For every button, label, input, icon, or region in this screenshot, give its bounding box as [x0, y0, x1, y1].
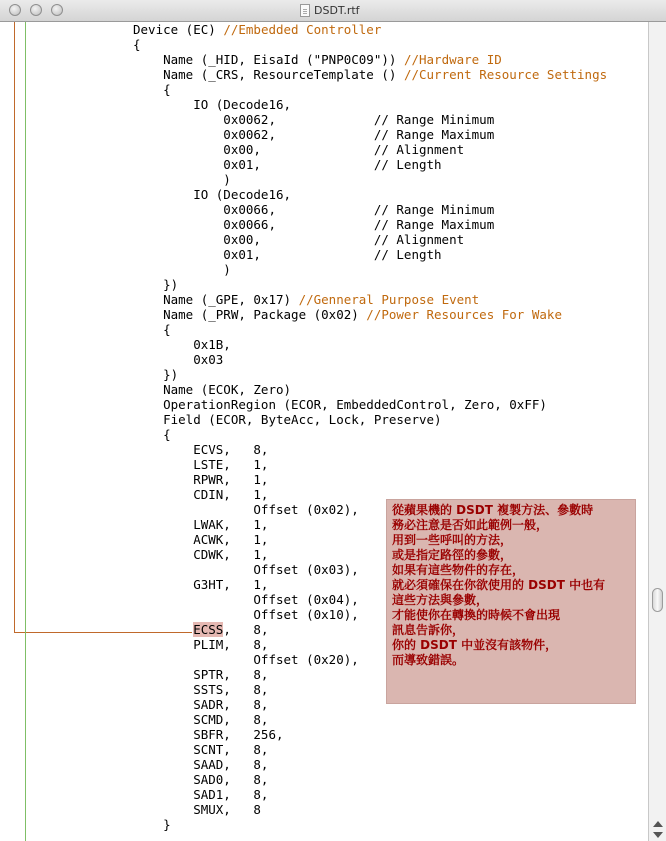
code-line: 0x01, // Length: [133, 157, 442, 172]
code-line: SMUX, 8: [133, 802, 261, 817]
code-text[interactable]: [133, 22, 607, 832]
code-line: 0x01, // Length: [133, 247, 442, 262]
note-line: 從蘋果機的 DSDT 複製方法、參數時: [392, 503, 594, 517]
code-line: Offset (0x03),: [133, 562, 359, 577]
code-line: SADR, 8,: [133, 697, 269, 712]
code-line: Offset (0x20),: [133, 652, 359, 667]
code-line: }): [133, 277, 179, 292]
code-line: Name (ECOK, Zero): [133, 382, 292, 397]
code-line: {: [133, 322, 171, 337]
code-line: SAD1, 8,: [133, 787, 269, 802]
code-line: RPWR, 1,: [133, 472, 269, 487]
code-line: {: [133, 37, 141, 52]
code-line: PLIM, 8,: [133, 637, 269, 652]
scroll-down-arrow-icon[interactable]: [653, 832, 663, 838]
code-line: Name (_CRS, ResourceTemplate () //Current Resource Settings: [133, 67, 608, 82]
code-line: SAD0, 8,: [133, 772, 269, 787]
code-line: }: [133, 817, 171, 832]
window-title: [300, 3, 360, 18]
code-line: 0x03: [133, 352, 224, 367]
code-comment: //Genneral Purpose Event: [298, 292, 480, 307]
code-comment: //Power Resources For Wake: [366, 307, 562, 322]
code-line: 0x00, // Alignment: [133, 232, 465, 247]
code-line: IO (Decode16,: [133, 187, 292, 202]
highlighted-ecss: ECSS: [193, 622, 224, 637]
code-line: Name (_HID, EisaId ("PNP0C09")) //Hardware ID: [133, 52, 502, 67]
rtf-document-icon[interactable]: [300, 4, 310, 17]
code-line: SCMD, 8,: [133, 712, 269, 727]
note-line: 務必注意是否如此範例一般，: [392, 518, 549, 532]
code-line: SCNT, 8,: [133, 742, 269, 757]
code-line: ): [133, 262, 231, 277]
window-title-text: DSDT.rtf: [314, 4, 360, 17]
code-line: 0x0066, // Range Minimum: [133, 202, 495, 217]
code-line: Name (_PRW, Package (0x02) //Power Resources For Wake: [133, 307, 562, 322]
note-line: 你的 DSDT 中並沒有該物件，: [392, 638, 558, 652]
note-line: 就必須確保在你欲使用的 DSDT 中也有: [392, 578, 606, 592]
code-comment: //Hardware ID: [403, 52, 502, 67]
code-line: 0x1B,: [133, 337, 231, 352]
code-comment: //Embedded Controller: [223, 22, 382, 37]
code-line: SBFR, 256,: [133, 727, 284, 742]
minimize-window-button[interactable]: [30, 4, 42, 16]
code-line: 0x0062, // Range Minimum: [133, 112, 495, 127]
code-line: {: [133, 82, 171, 97]
note-line: 或是指定路徑的參數，: [392, 548, 513, 562]
code-line: ): [133, 172, 231, 187]
note-line: 而導致錯誤。: [392, 653, 465, 667]
code-line: IO (Decode16,: [133, 97, 292, 112]
annotation-note: [386, 499, 636, 704]
code-line: ECVS, 8,: [133, 442, 269, 457]
vertical-scrollbar[interactable]: [648, 22, 666, 841]
scroll-up-arrow-icon[interactable]: [653, 821, 663, 827]
code-line: LSTE, 1,: [133, 457, 269, 472]
code-line: CDIN, 1,: [133, 487, 269, 502]
code-line: }): [133, 367, 179, 382]
code-line: 0x00, // Alignment: [133, 142, 465, 157]
code-line: 0x0062, // Range Maximum: [133, 127, 495, 142]
code-line: 0x0066, // Range Maximum: [133, 217, 495, 232]
code-line: Offset (0x02),: [133, 502, 359, 517]
code-line: CDWK, 1,: [133, 547, 269, 562]
code-line: SSTS, 8,: [133, 682, 269, 697]
callout-horizontal-line: [14, 632, 192, 633]
code-line: LWAK, 1,: [133, 517, 269, 532]
zoom-window-button[interactable]: [51, 4, 63, 16]
code-line: G3HT, 1,: [133, 577, 269, 592]
code-line: OperationRegion (ECOR, EmbeddedControl, Zero, 0xFF): [133, 397, 547, 412]
code-line: SPTR, 8,: [133, 667, 269, 682]
code-line: Name (_GPE, 0x17) //Genneral Purpose Event: [133, 292, 480, 307]
code-line: Offset (0x04),: [133, 592, 359, 607]
close-window-button[interactable]: [9, 4, 21, 16]
code-line: {: [133, 427, 171, 442]
callout-vertical-line: [14, 22, 15, 633]
code-line: ACWK, 1,: [133, 532, 269, 547]
note-line: 才能使你在轉換的時候不會出現: [392, 608, 561, 622]
code-line: Offset (0x10),: [133, 607, 359, 622]
note-line: 訊息告訴你，: [392, 623, 465, 637]
code-line: SAAD, 8,: [133, 757, 269, 772]
note-line: 用到一些呼叫的方法，: [392, 533, 513, 547]
code-comment: //Current Resource Settings: [403, 67, 608, 82]
note-line: 如果有這些物件的存在，: [392, 563, 525, 577]
margin-guide-line: [25, 22, 26, 841]
note-line: 這些方法與參數，: [392, 593, 489, 607]
code-line: Device (EC) //Embedded Controller: [133, 22, 382, 37]
document-page[interactable]: [0, 22, 648, 841]
window-titlebar: [0, 0, 666, 22]
code-line: ECSS, 8,: [193, 622, 269, 637]
scrollbar-thumb[interactable]: [652, 588, 663, 612]
code-line: Field (ECOR, ByteAcc, Lock, Preserve): [133, 412, 442, 427]
